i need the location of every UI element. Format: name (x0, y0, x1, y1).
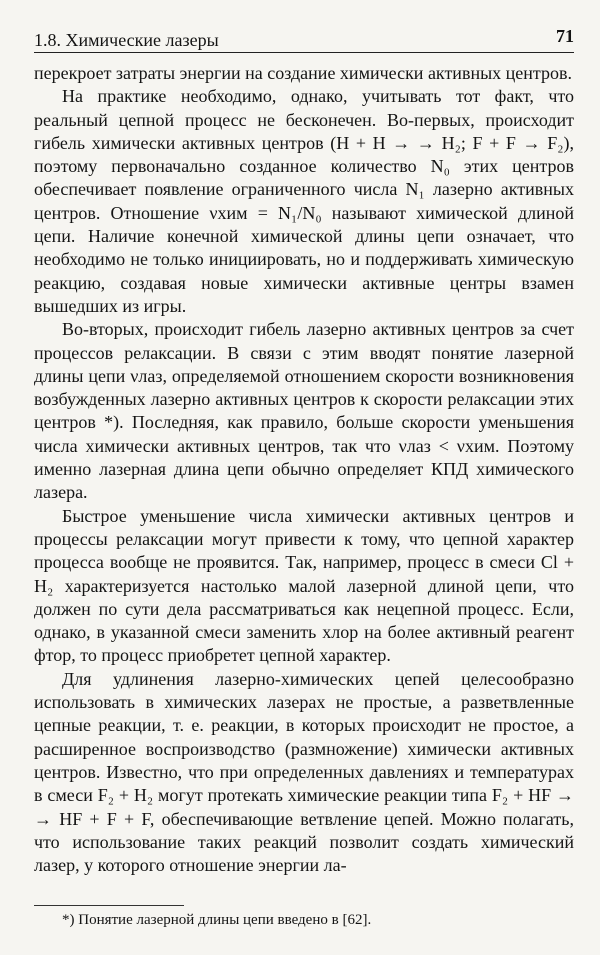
paragraph-2: На практике необходимо, однако, учитывать тот факт, что реальный цепной процесс не бесконечен. Во-первых, происходит гибель химически активных центров (H + H → → H₂; F + F → F₂), поэтому первоначально созданное количество N₀ этих центров обеспечивает появление ограниченного числа N₁ лазерно активных центров. Отношение νхим = N₁/N₀ называют химической длиной цепи. Наличие конечной химической длины цепи означает, что необходимо не только инициировать, но и поддерживать химическую реакцию, создавая новые химически активные центры взамен вышедших из игры. (34, 86, 574, 316)
body-text (34, 62, 574, 877)
footnote-divider (34, 905, 184, 906)
paragraph-4: Быстрое уменьшение числа химически активных центров и процессы релаксации могут привести к тому, что цепной характер процесса вообще не проявится. Так, например, процесс в смеси Cl + H₂ характеризуется настолько малой лазерной длиной цепи, что должен по сути дела рассматриваться как нецепной процесс. Если, однако, в указанной смеси заменить хлор на более активный реагент фтор, то процесс приобретет цепной характер. (34, 505, 574, 666)
section-title: 1.8. Химические лазеры (34, 30, 219, 50)
paragraph-5: Для удлинения лазерно-химических цепей целесообразно использовать в химических лазерах не простые, а разветвленные цепные реакции, т. е. реакции, в которых происходит не простое, а расширенное воспроизводство (размножение) химически активных центров. Известно, что при определенных давлениях и температурах в смеси F₂ + H₂ могут протекать химические реакции типа F₂ + HF → → HF + F + F, обеспечивающие ветвление цепей. Можно полагать, что использование таких реакций позволит создать химический лазер, у которого отношение энергии ла- (34, 668, 574, 876)
page-header (34, 20, 574, 53)
paragraph-3: Во-вторых, происходит гибель лазерно активных центров за счет процессов релаксации. В связи с этим вводят понятие лазерной длины цепи νлаз, определяемой отношением скорости возникновения возбужденных лазерно активных центров к скорости релаксации этих центров *). Последняя, как правило, больше скорости уменьшения числа химически активных центров, так что νлаз < νхим. Поэтому именно лазерная длина цепи обычно определяет КПД химического лазера. (34, 319, 574, 503)
paragraph-1: перекроет затраты энергии на создание химически активных центров. (34, 63, 573, 83)
footnote: *) Понятие лазерной длины цепи введено в [62]. (62, 912, 372, 928)
page-number: 71 (556, 26, 574, 46)
